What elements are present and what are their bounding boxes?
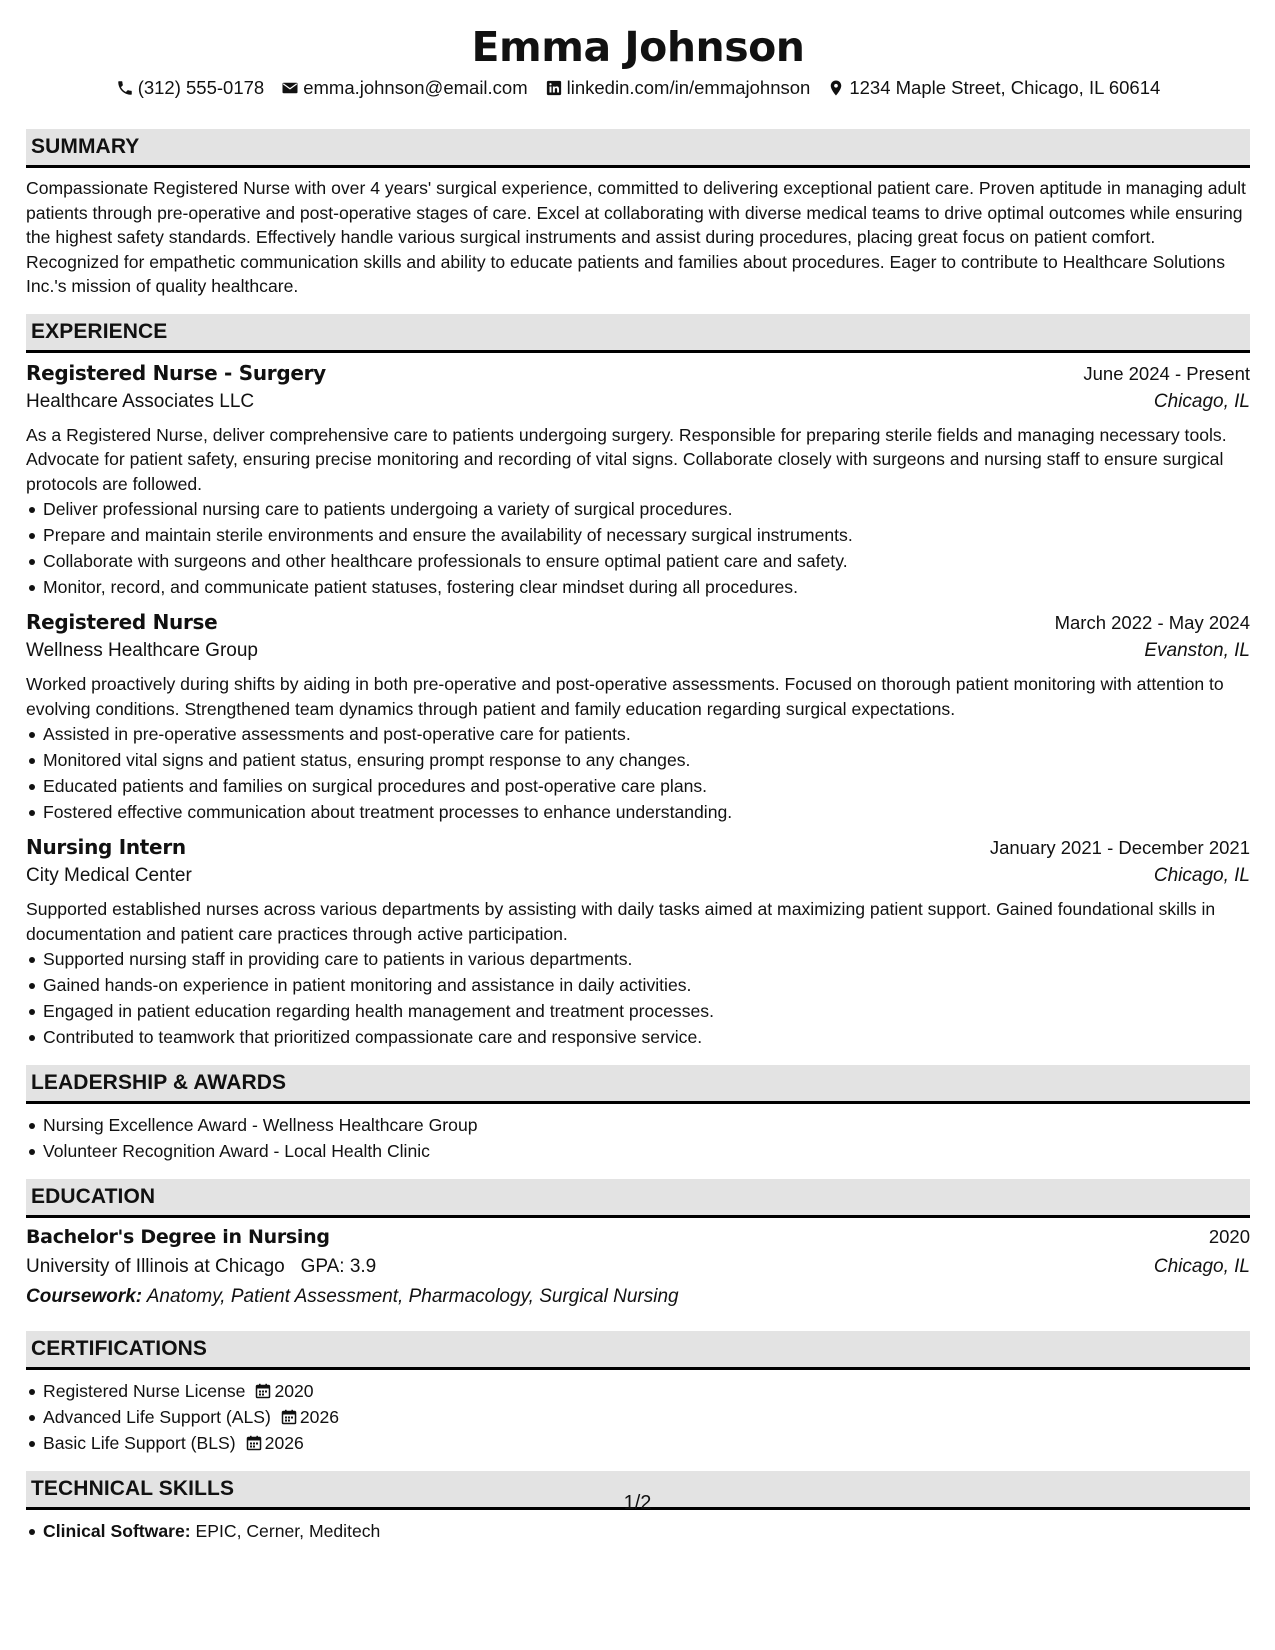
certifications-list	[26, 1378, 1250, 1456]
resume-page	[26, 0, 1250, 1544]
job-entry	[26, 835, 1250, 1050]
coursework-label: Coursework:	[26, 1286, 143, 1307]
calendar-icon	[281, 1409, 297, 1425]
job-bullets	[26, 946, 1250, 1050]
summary-section	[26, 129, 1250, 299]
certification-name: Basic Life Support (BLS)	[43, 1433, 236, 1453]
skills-list	[26, 1518, 1250, 1544]
job-description: Supported established nurses across various departments by assisting with daily tasks aimed at maximizing patient support. Gained foundational skills in documentation and patient care practices through active participation.	[26, 899, 1216, 944]
list-item: Assisted in pre-operative assessments and post-operative care for patients.	[26, 721, 1250, 747]
job-company: City Medical Center	[26, 865, 192, 886]
leadership-section	[26, 1065, 1250, 1164]
coursework-line	[26, 1286, 1250, 1316]
job-title: Nursing Intern	[26, 835, 186, 859]
job-bullets	[26, 721, 1250, 825]
candidate-name: Emma Johnson	[471, 23, 805, 71]
list-item: Supported nursing staff in providing care to patients in various departments.	[26, 946, 1250, 972]
job-description: Worked proactively during shifts by aiding in both pre-operative and post-operative assessments. Focused on thorough patient monitoring with attention to evolving conditions. Strengthened team dynamics through patient and family education regarding surgical expectations.	[26, 674, 1224, 719]
contact-linkedin[interactable]	[545, 77, 811, 99]
phone-icon	[116, 79, 134, 97]
email-text[interactable]: emma.johnson@email.com	[303, 77, 528, 98]
section-heading-certifications: CERTIFICATIONS	[26, 1331, 1250, 1370]
map-marker-icon	[827, 79, 845, 97]
job-entry	[26, 610, 1250, 825]
section-heading-education: EDUCATION	[26, 1179, 1250, 1218]
linkedin-text[interactable]: linkedin.com/in/emmajohnson	[566, 77, 811, 98]
list-item: Monitor, record, and communicate patient statuses, fostering clear mindset during all procedures.	[26, 574, 1250, 600]
page-number: 1/2	[623, 1492, 652, 1514]
job-bullets	[26, 496, 1250, 600]
job-dates: March 2022 - May 2024	[1054, 612, 1250, 633]
list-item: Engaged in patient education regarding health management and treatment processes.	[26, 998, 1250, 1024]
list-item: Monitored vital signs and patient status, ensuring prompt response to any changes.	[26, 747, 1250, 773]
skill-value: EPIC, Cerner, Meditech	[195, 1521, 381, 1541]
certifications-section	[26, 1331, 1250, 1456]
job-company: Healthcare Associates LLC	[26, 390, 255, 412]
contact-email[interactable]	[281, 77, 527, 99]
summary-text: Compassionate Registered Nurse with over 4 years' surgical experience, committed to delivering exceptional patient care. Proven aptitude in managing adult patients through pre-operative and post-operative stages of care. Excel at collaborating with diverse medical teams to drive optimal outcomes while ensuring the highest safety standards. Effectively handle various surgical instruments and assist during procedures, placing great focus on patient comfort. Recognized for empathetic communication skills and ability to educate patients and families about procedures. Eager to contribute to Healthcare Solutions Inc.'s mission of quality healthcare.	[26, 178, 1246, 296]
list-item: Nursing Excellence Award - Wellness Healthcare Group	[26, 1112, 1250, 1138]
job-dates: January 2021 - December 2021	[989, 837, 1250, 858]
section-heading-leadership: LEADERSHIP & AWARDS	[26, 1065, 1250, 1104]
degree-year: 2020	[1208, 1226, 1250, 1247]
experience-section	[26, 314, 1250, 1051]
gpa: GPA: 3.9	[300, 1256, 377, 1277]
job-title: Registered Nurse - Surgery	[26, 360, 326, 385]
contact-bar	[26, 75, 1250, 101]
education-school-row	[26, 1256, 1250, 1286]
job-location: Chicago, IL	[1153, 865, 1250, 886]
job-company: Wellness Healthcare Group	[26, 640, 258, 661]
job-entry	[26, 361, 1250, 601]
job-title-row	[26, 361, 1250, 391]
certification-year: 2026	[264, 1433, 304, 1453]
certification-name: Registered Nurse License	[43, 1381, 246, 1401]
list-item	[26, 1404, 1250, 1430]
job-org-row	[26, 865, 1250, 897]
envelope-icon	[281, 79, 299, 97]
contact-address	[827, 77, 1160, 99]
address-text: 1234 Maple Street, Chicago, IL 60614	[849, 77, 1161, 98]
calendar-icon	[246, 1435, 262, 1451]
degree-title: Bachelor's Degree in Nursing	[26, 1226, 330, 1248]
list-item: Gained hands-on experience in patient monitoring and assistance in daily activities.	[26, 972, 1250, 998]
section-heading-summary: SUMMARY	[26, 129, 1250, 168]
job-title-row	[26, 610, 1250, 640]
list-item	[26, 1518, 1250, 1544]
job-dates: June 2024 - Present	[1083, 362, 1250, 384]
list-item: Contributed to teamwork that prioritized compassionate care and responsive service.	[26, 1024, 1250, 1050]
school-name: University of Illinois at Chicago	[26, 1256, 285, 1277]
section-heading-experience: EXPERIENCE	[26, 314, 1250, 353]
certification-year: 2020	[274, 1381, 314, 1401]
skill-label: Clinical Software:	[43, 1521, 191, 1541]
list-item: Deliver professional nursing care to patients undergoing a variety of surgical procedures.	[26, 496, 1250, 522]
job-title-row	[26, 835, 1250, 865]
education-degree-row	[26, 1226, 1250, 1256]
job-org-row	[26, 391, 1250, 423]
certification-year: 2026	[299, 1407, 340, 1427]
section-heading-skills: TECHNICAL SKILLS	[26, 1471, 1250, 1510]
list-item: Collaborate with surgeons and other healthcare professionals to ensure optimal patient care and safety.	[26, 548, 1250, 574]
job-location: Evanston, IL	[1144, 640, 1250, 661]
awards-list	[26, 1112, 1250, 1164]
linkedin-icon	[545, 79, 563, 97]
list-item	[26, 1378, 1250, 1404]
education-section	[26, 1179, 1250, 1316]
job-org-row	[26, 640, 1250, 672]
phone-text: (312) 555-0178	[137, 77, 265, 98]
job-title: Registered Nurse	[26, 610, 218, 634]
job-location: Chicago, IL	[1153, 390, 1250, 412]
school-location: Chicago, IL	[1153, 1256, 1250, 1277]
list-item: Educated patients and families on surgical procedures and post-operative care plans.	[26, 773, 1250, 799]
list-item: Fostered effective communication about treatment processes to enhance understanding.	[26, 799, 1250, 825]
job-description: As a Registered Nurse, deliver comprehensive care to patients undergoing surgery. Responsible for preparing sterile fields and managing necessary tools. Advocate for patient safety, ensuring precise monitoring and recording of vital signs. Collaborate closely with surgeons and nursing staff to ensure surgical protocols are followed.	[26, 424, 1227, 494]
coursework-list: Anatomy, Patient Assessment, Pharmacology, Surgical Nursing	[146, 1286, 679, 1307]
certification-name: Advanced Life Support (ALS)	[43, 1407, 271, 1427]
calendar-icon	[255, 1383, 271, 1399]
list-item: Prepare and maintain sterile environments and ensure the availability of necessary surgical instruments.	[26, 522, 1250, 548]
contact-phone	[116, 77, 265, 99]
list-item	[26, 1430, 1250, 1456]
school-line	[26, 1256, 376, 1278]
list-item: Volunteer Recognition Award - Local Health Clinic	[26, 1138, 1250, 1164]
